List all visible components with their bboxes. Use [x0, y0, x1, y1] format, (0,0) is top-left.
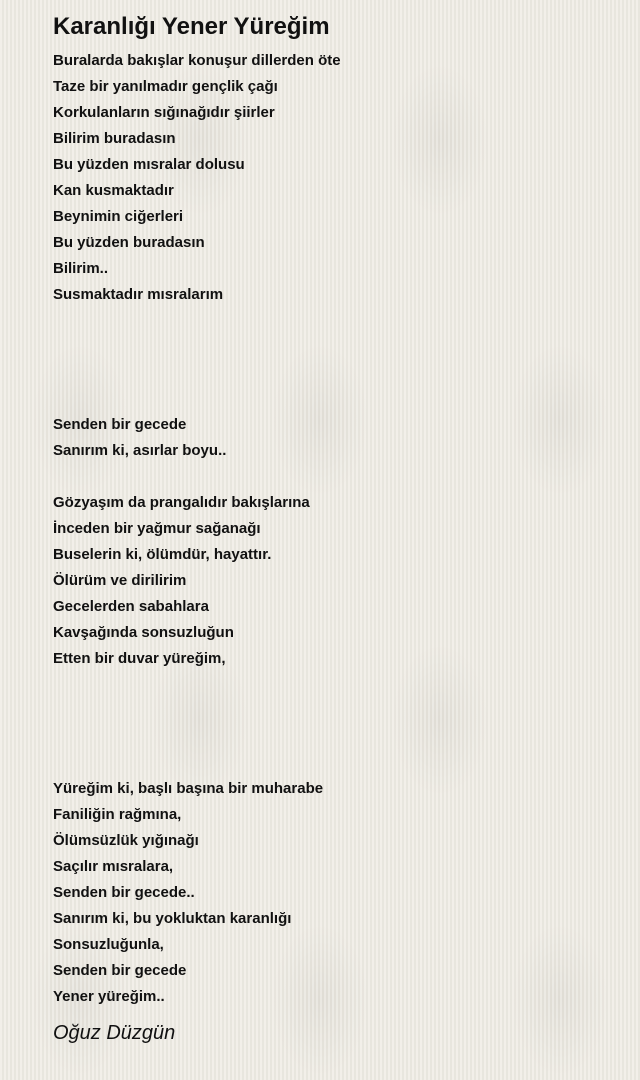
- poem-blank-line: [53, 672, 613, 698]
- poem-line: Bilirim..: [53, 260, 109, 277]
- poem-body: [53, 48, 613, 1010]
- poem-line: Ölümsüzlük yığınağı: [53, 832, 199, 849]
- poem-line: İnceden bir yağmur sağanağı: [53, 520, 261, 537]
- poem-blank-line: [53, 698, 613, 724]
- poem-line: Yener yüreğim..: [53, 988, 165, 1005]
- poem-line: Buselerin ki, ölümdür, hayattır.: [53, 546, 272, 563]
- poem-line: Kavşağında sonsuzluğun: [53, 624, 234, 641]
- poem-blank-line: [53, 750, 613, 776]
- poem-line: Saçılır mısralara,: [53, 858, 174, 875]
- poem-line: Senden bir gecede: [53, 416, 187, 433]
- poem-line: Sanırım ki, bu yokluktan karanlığı: [53, 910, 292, 927]
- poem-line: Senden bir gecede..: [53, 884, 195, 901]
- poem-line: Buralarda bakışlar konuşur dillerden öte: [53, 52, 341, 69]
- poem-line: Ölürüm ve dirilirim: [53, 572, 187, 589]
- poem-line: Bu yüzden mısralar dolusu: [53, 156, 245, 173]
- poem-title: Karanlığı Yener Yüreğim: [53, 13, 330, 40]
- poem-blank-line: [53, 360, 613, 386]
- poem-blank-line: [53, 308, 613, 334]
- poem-container: [53, 10, 613, 1046]
- poem-line: Korkulanların sığınağıdır şiirler: [53, 104, 275, 121]
- poem-line: Gözyaşım da prangalıdır bakışlarına: [53, 494, 310, 511]
- poem-line: Sonsuzluğunla,: [53, 936, 164, 953]
- poem-line: Faniliğin rağmına,: [53, 806, 182, 823]
- poem-line: Senden bir gecede: [53, 962, 187, 979]
- poem-author: Oğuz Düzgün: [53, 1022, 176, 1044]
- poem-line: Bilirim buradasın: [53, 130, 176, 147]
- poem-blank-line: [53, 464, 613, 490]
- poem-line: Etten bir duvar yüreğim,: [53, 650, 226, 667]
- poem-blank-line: [53, 334, 613, 360]
- poem-line: Susmaktadır mısralarım: [53, 286, 224, 303]
- poem-blank-line: [53, 724, 613, 750]
- poem-line: Yüreğim ki, başlı başına bir muharabe: [53, 780, 324, 797]
- poem-line: Beynimin ciğerleri: [53, 208, 184, 225]
- poem-blank-line: [53, 386, 613, 412]
- poem-line: Sanırım ki, asırlar boyu..: [53, 442, 227, 459]
- poem-line: Kan kusmaktadır: [53, 182, 174, 199]
- poem-line: Bu yüzden buradasın: [53, 234, 205, 251]
- poem-line: Gecelerden sabahlara: [53, 598, 209, 615]
- poem-line: Taze bir yanılmadır gençlik çağı: [53, 78, 278, 95]
